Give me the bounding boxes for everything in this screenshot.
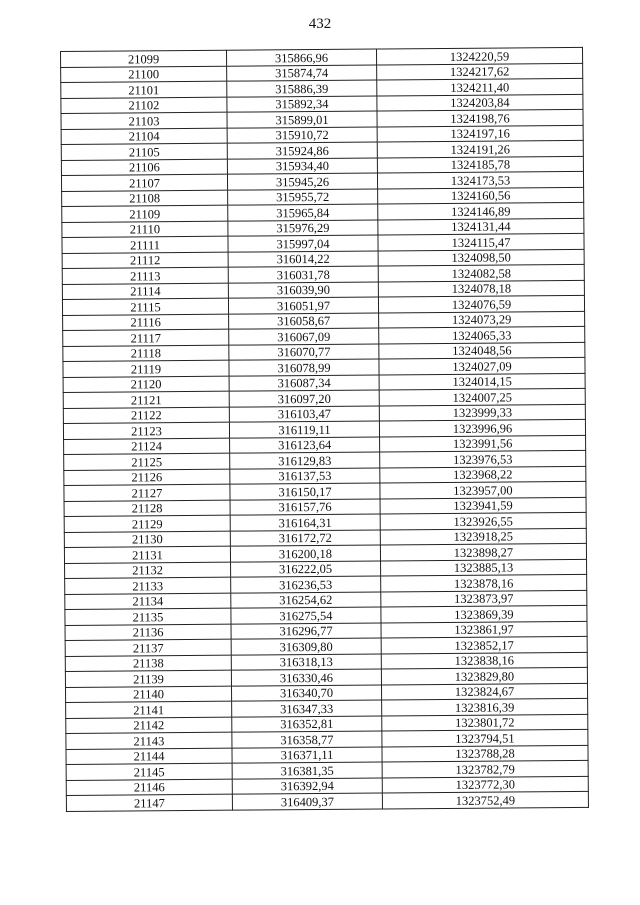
y-coordinate-cell: 1323878,16 [381,574,587,591]
y-coordinate-cell: 1323898,27 [380,543,586,560]
y-coordinate-cell: 1324007,25 [379,388,585,405]
point-number-cell: 21100 [61,66,227,83]
point-number-cell: 21108 [62,190,228,207]
y-coordinate-cell: 1324220,59 [376,47,582,64]
y-coordinate-cell: 1323829,80 [381,667,587,684]
x-coordinate-cell: 316392,94 [232,777,382,794]
y-coordinate-cell: 1324197,16 [377,125,583,142]
point-number-cell: 21111 [62,236,228,253]
x-coordinate-cell: 316119,11 [229,421,379,438]
y-coordinate-cell: 1324098,50 [378,249,584,266]
point-number-cell: 21121 [63,391,229,408]
y-coordinate-cell: 1324211,40 [377,78,583,95]
x-coordinate-cell: 316031,78 [228,266,378,283]
point-number-cell: 21138 [65,655,231,672]
point-number-cell: 21134 [65,593,231,610]
y-coordinate-cell: 1323941,59 [380,497,586,514]
x-coordinate-cell: 316352,81 [232,715,382,732]
y-coordinate-cell: 1323838,16 [381,652,587,669]
x-coordinate-cell: 316014,22 [228,251,378,268]
y-coordinate-cell: 1324115,47 [378,233,584,250]
point-number-cell: 21107 [61,174,227,191]
point-number-cell: 21125 [64,453,230,470]
x-coordinate-cell: 316078,99 [229,359,379,376]
x-coordinate-cell: 316222,05 [231,560,381,577]
point-number-cell: 21140 [65,686,231,703]
y-coordinate-cell: 1324073,29 [379,311,585,328]
y-coordinate-cell: 1323996,96 [379,419,585,436]
x-coordinate-cell: 315976,29 [228,220,378,237]
point-number-cell: 21137 [65,639,231,656]
y-coordinate-cell: 1323869,39 [381,605,587,622]
point-number-cell: 21119 [63,360,229,377]
y-coordinate-cell: 1324048,56 [379,342,585,359]
x-coordinate-cell: 315965,84 [228,204,378,221]
page-number: 432 [308,16,332,32]
y-coordinate-cell: 1323794,51 [382,729,588,746]
point-number-cell: 21102 [61,97,227,114]
y-coordinate-cell: 1324160,56 [378,187,584,204]
x-coordinate-cell: 316381,35 [232,762,382,779]
x-coordinate-cell: 316087,34 [229,375,379,392]
point-number-cell: 21128 [64,500,230,517]
point-number-cell: 21115 [62,298,228,315]
point-number-cell: 21114 [62,283,228,300]
x-coordinate-cell: 316409,37 [232,793,382,810]
point-number-cell: 21131 [64,546,230,563]
point-number-cell: 21112 [62,252,228,269]
point-number-cell: 21133 [65,577,231,594]
y-coordinate-cell: 1324065,33 [379,326,585,343]
y-coordinate-cell: 1323957,00 [380,481,586,498]
point-number-cell: 21143 [66,732,232,749]
y-coordinate-cell: 1323873,97 [381,590,587,607]
point-number-cell: 21130 [64,531,230,548]
x-coordinate-cell: 315997,04 [228,235,378,252]
x-coordinate-cell: 316309,80 [231,638,381,655]
point-number-cell: 21142 [66,717,232,734]
point-number-cell: 21132 [65,562,231,579]
x-coordinate-cell: 316123,64 [230,437,380,454]
x-coordinate-cell: 315866,96 [226,49,376,66]
y-coordinate-cell: 1324027,09 [379,357,585,374]
y-coordinate-cell: 1323782,79 [382,760,588,777]
point-number-cell: 21123 [63,422,229,439]
y-coordinate-cell: 1324014,15 [379,373,585,390]
point-number-cell: 21141 [66,701,232,718]
y-coordinate-cell: 1323999,33 [379,404,585,421]
y-coordinate-cell: 1323852,17 [381,636,587,653]
y-coordinate-cell: 1323991,56 [380,435,586,452]
x-coordinate-cell: 316296,77 [231,622,381,639]
x-coordinate-cell: 315910,72 [227,127,377,144]
coordinates-table-body [61,47,589,811]
x-coordinate-cell: 315955,72 [228,189,378,206]
x-coordinate-cell: 315899,01 [227,111,377,128]
y-coordinate-cell: 1323824,67 [381,683,587,700]
point-number-cell: 21127 [64,484,230,501]
x-coordinate-cell: 316137,53 [230,468,380,485]
y-coordinate-cell: 1324203,84 [377,94,583,111]
x-coordinate-cell: 316275,54 [231,607,381,624]
point-number-cell: 21144 [66,748,232,765]
point-number-cell: 21136 [65,624,231,641]
point-number-cell: 21122 [63,407,229,424]
x-coordinate-cell: 316067,09 [229,328,379,345]
y-coordinate-cell: 1323926,55 [380,512,586,529]
point-number-cell: 21139 [65,670,231,687]
y-coordinate-cell: 1324076,59 [378,295,584,312]
x-coordinate-cell: 316330,46 [231,669,381,686]
y-coordinate-cell: 1323976,53 [380,450,586,467]
x-coordinate-cell: 316318,13 [231,653,381,670]
point-number-cell: 21118 [63,345,229,362]
point-number-cell: 21147 [66,794,232,811]
coordinates-table [60,47,589,812]
point-number-cell: 21106 [61,159,227,176]
x-coordinate-cell: 316164,31 [230,514,380,531]
point-number-cell: 21116 [63,314,229,331]
point-number-cell: 21101 [61,81,227,98]
point-number-cell: 21129 [64,515,230,532]
y-coordinate-cell: 1324146,89 [378,202,584,219]
y-coordinate-cell: 1323772,30 [382,776,588,793]
point-number-cell: 21113 [62,267,228,284]
y-coordinate-cell: 1324191,26 [377,140,583,157]
y-coordinate-cell: 1323752,49 [382,791,588,808]
point-number-cell: 21105 [61,143,227,160]
point-number-cell: 21117 [63,329,229,346]
x-coordinate-cell: 316070,77 [229,344,379,361]
x-coordinate-cell: 315945,26 [227,173,377,190]
x-coordinate-cell: 316371,11 [232,746,382,763]
y-coordinate-cell: 1324185,78 [377,156,583,173]
x-coordinate-cell: 316051,97 [228,297,378,314]
x-coordinate-cell: 316236,53 [231,576,381,593]
x-coordinate-cell: 316103,47 [229,406,379,423]
point-number-cell: 21099 [61,50,227,67]
point-number-cell: 21103 [61,112,227,129]
y-coordinate-cell: 1323801,72 [382,714,588,731]
x-coordinate-cell: 316058,67 [229,313,379,330]
y-coordinate-cell: 1324078,18 [378,280,584,297]
point-number-cell: 21104 [61,128,227,145]
y-coordinate-cell: 1323788,28 [382,745,588,762]
point-number-cell: 21110 [62,221,228,238]
y-coordinate-cell: 1324173,53 [377,171,583,188]
y-coordinate-cell: 1323968,22 [380,466,586,483]
y-coordinate-cell: 1324217,62 [377,63,583,80]
x-coordinate-cell: 316150,17 [230,483,380,500]
y-coordinate-cell: 1323918,25 [380,528,586,545]
x-coordinate-cell: 316358,77 [232,731,382,748]
x-coordinate-cell: 316129,83 [230,452,380,469]
point-number-cell: 21146 [66,779,232,796]
x-coordinate-cell: 316254,62 [231,591,381,608]
y-coordinate-cell: 1323885,13 [381,559,587,576]
point-number-cell: 21145 [66,763,232,780]
x-coordinate-cell: 316200,18 [230,545,380,562]
y-coordinate-cell: 1323861,97 [381,621,587,638]
y-coordinate-cell: 1323816,39 [382,698,588,715]
point-number-cell: 21120 [63,376,229,393]
x-coordinate-cell: 316157,76 [230,499,380,516]
x-coordinate-cell: 315886,39 [227,80,377,97]
y-coordinate-cell: 1324131,44 [378,218,584,235]
x-coordinate-cell: 315924,86 [227,142,377,159]
y-coordinate-cell: 1324082,58 [378,264,584,281]
x-coordinate-cell: 316340,70 [231,684,381,701]
point-number-cell: 21135 [65,608,231,625]
x-coordinate-cell: 315874,74 [227,65,377,82]
x-coordinate-cell: 316172,72 [230,529,380,546]
x-coordinate-cell: 316347,33 [232,700,382,717]
x-coordinate-cell: 316097,20 [229,390,379,407]
x-coordinate-cell: 316039,90 [228,282,378,299]
point-number-cell: 21109 [62,205,228,222]
x-coordinate-cell: 315892,34 [227,96,377,113]
x-coordinate-cell: 315934,40 [227,158,377,175]
point-number-cell: 21124 [64,438,230,455]
point-number-cell: 21126 [64,469,230,486]
y-coordinate-cell: 1324198,76 [377,109,583,126]
